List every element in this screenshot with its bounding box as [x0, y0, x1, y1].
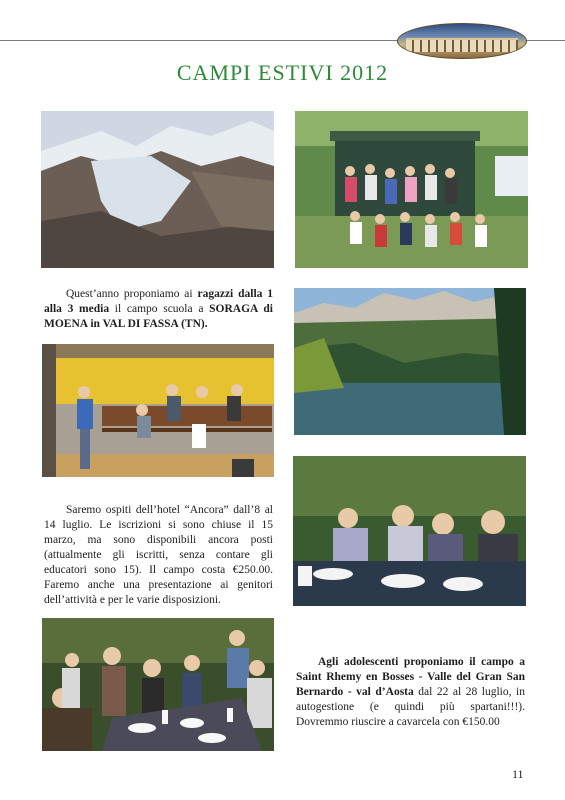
header-building-photo — [397, 23, 527, 59]
photo-kids-eating — [293, 456, 526, 606]
page-number: 11 — [512, 767, 524, 781]
photo-outdoor-meal — [42, 618, 274, 751]
photo-lake-mountains — [294, 288, 526, 435]
photo-glacier-mountains — [41, 111, 274, 268]
photo-kids-bench — [42, 344, 274, 477]
page-title: CAMPI ESTIVI 2012 — [176, 60, 389, 85]
photo-group-shelter — [295, 111, 528, 268]
intro-paragraph: Quest’anno proponiamo ai ragazzi dalla 1 alla 3 media il campo scuola a SORAGA di MOENA in VAL DI FASSA (TN). — [44, 288, 274, 330]
adolescents-paragraph: Agli adolescenti proponiamo il campo a Saint Rhemy en Bosses - Valle del Gran San Bernardo - val d’Aosta dal 22 al 28 luglio, in autogestione (e quindi più spartani!!!). Dovremmo riuscire a cavarcela con €150.00 — [296, 656, 525, 728]
hotel-paragraph: Saremo ospiti dell’hotel “Ancora” dall’8 al 14 luglio. Le iscrizioni si sono chiuse il 15 marzo, ma sono disponibili ancora posti (attualmente gli iscritti, senza contare gli educatori sono 15). Il campo costa €250.00. Faremo anche una presentazione ai genitori dell’attività e per le varie disposizioni. — [44, 504, 273, 606]
